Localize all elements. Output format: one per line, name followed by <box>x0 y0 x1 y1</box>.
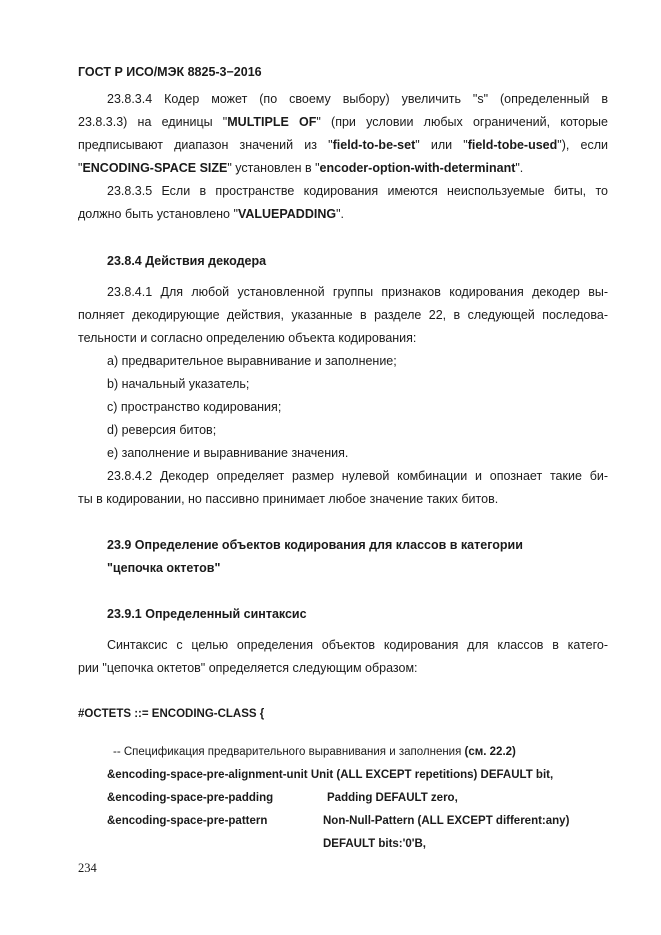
section-heading-23-9-line-1: 23.9 Определение объектов кодирования для классов в категории <box>107 538 523 552</box>
term-encoding-space-size: ENCODING-SPACE SIZE <box>82 161 228 175</box>
paragraph-23-8-3-4-line-2: 23.8.3.3) на единицы "MULTIPLE OF" (при условии любых ограничений, которые <box>78 115 608 129</box>
code-line-pre-pattern-type: Non-Null-Pattern (ALL EXCEPT different:any) <box>323 815 570 827</box>
code-line-pre-pattern-name: &encoding-space-pre-pattern <box>107 815 268 827</box>
paragraph-23-8-4-1-line-1: 23.8.4.1 Для любой установленной группы признаков кодирования декодер вы- <box>107 285 608 299</box>
list-item: a) предварительное выравнивание и заполнение; <box>107 354 397 368</box>
list-item: c) пространство кодирования; <box>107 400 282 414</box>
section-heading-23-9-1: 23.9.1 Определенный синтаксис <box>107 607 307 621</box>
paragraph-23-8-4-2-line-2: ты в кодировании, но пассивно принимает любое значение таких битов. <box>78 492 499 506</box>
code-line-comment: -- Спецификация предварительного выравнивания и заполнения (см. 22.2) <box>113 746 516 758</box>
term-field-tobe-used: field-tobe-used <box>467 138 558 152</box>
code-line-pre-padding-name: &encoding-space-pre-padding <box>107 792 274 804</box>
term-valuepadding: VALUEPADDING <box>237 207 337 221</box>
page-number: 234 <box>78 861 97 875</box>
paragraph-23-8-3-4-line-1: 23.8.3.4 Кодер может (по своему выбору) увеличить "s" (определенный в <box>107 92 608 106</box>
paragraph-23-8-4-2-line-1: 23.8.4.2 Декодер определяет размер нулевой комбинации и опознает такие би- <box>107 469 608 483</box>
paragraph-23-8-3-5-line-1: 23.8.3.5 Если в пространстве кодирования имеются неиспользуемые биты, то <box>107 184 608 198</box>
list-item: e) заполнение и выравнивание значения. <box>107 446 349 460</box>
paragraph-23-8-3-5-line-2: должно быть установлено "VALUEPADDING". <box>78 207 345 221</box>
term-field-to-be-set: field-to-be-set <box>332 138 416 152</box>
code-line-pre-pattern-default: DEFAULT bits:'0'B, <box>323 838 427 850</box>
paragraph-23-9-1-line-1: Синтаксис с целью определения объектов кодирования для классов в катего- <box>107 638 608 652</box>
code-line-class-definition: #OCTETS ::= ENCODING-CLASS { <box>78 708 265 720</box>
list-item: d) реверсия битов; <box>107 423 217 437</box>
document-header: ГОСТ Р ИСО/МЭК 8825-3−2016 <box>78 65 262 79</box>
list-item: b) начальный указатель; <box>107 377 250 391</box>
paragraph-23-8-4-1-line-2: полняет декодирующие действия, указанные в разделе 22, в следующей последова- <box>78 308 608 322</box>
term-multiple-of: MULTIPLE OF <box>227 115 317 129</box>
code-line-pre-alignment-unit: &encoding-space-pre-alignment-unit Unit (ALL EXCEPT repetitions) DEFAULT bit, <box>107 769 554 781</box>
code-line-pre-padding-type: Padding DEFAULT zero, <box>327 792 458 804</box>
paragraph-23-8-3-4-line-3: предписывают диапазон значений из "field-to-be-set" или "field-tobe-used"), если <box>78 138 608 152</box>
paragraph-23-8-4-1-line-3: тельности и согласно определению объекта кодирования: <box>78 331 417 345</box>
paragraph-23-9-1-line-2: рии "цепочка октетов" определяется следующим образом: <box>78 661 418 675</box>
term-encoder-option: encoder-option-with-determinant <box>319 161 516 175</box>
paragraph-23-8-3-4-line-4: "ENCODING-SPACE SIZE" установлен в "encoder-option-with-determinant". <box>78 161 524 175</box>
section-heading-23-9-line-2: "цепочка октетов" <box>107 561 221 575</box>
section-heading-23-8-4: 23.8.4 Действия декодера <box>107 254 267 268</box>
